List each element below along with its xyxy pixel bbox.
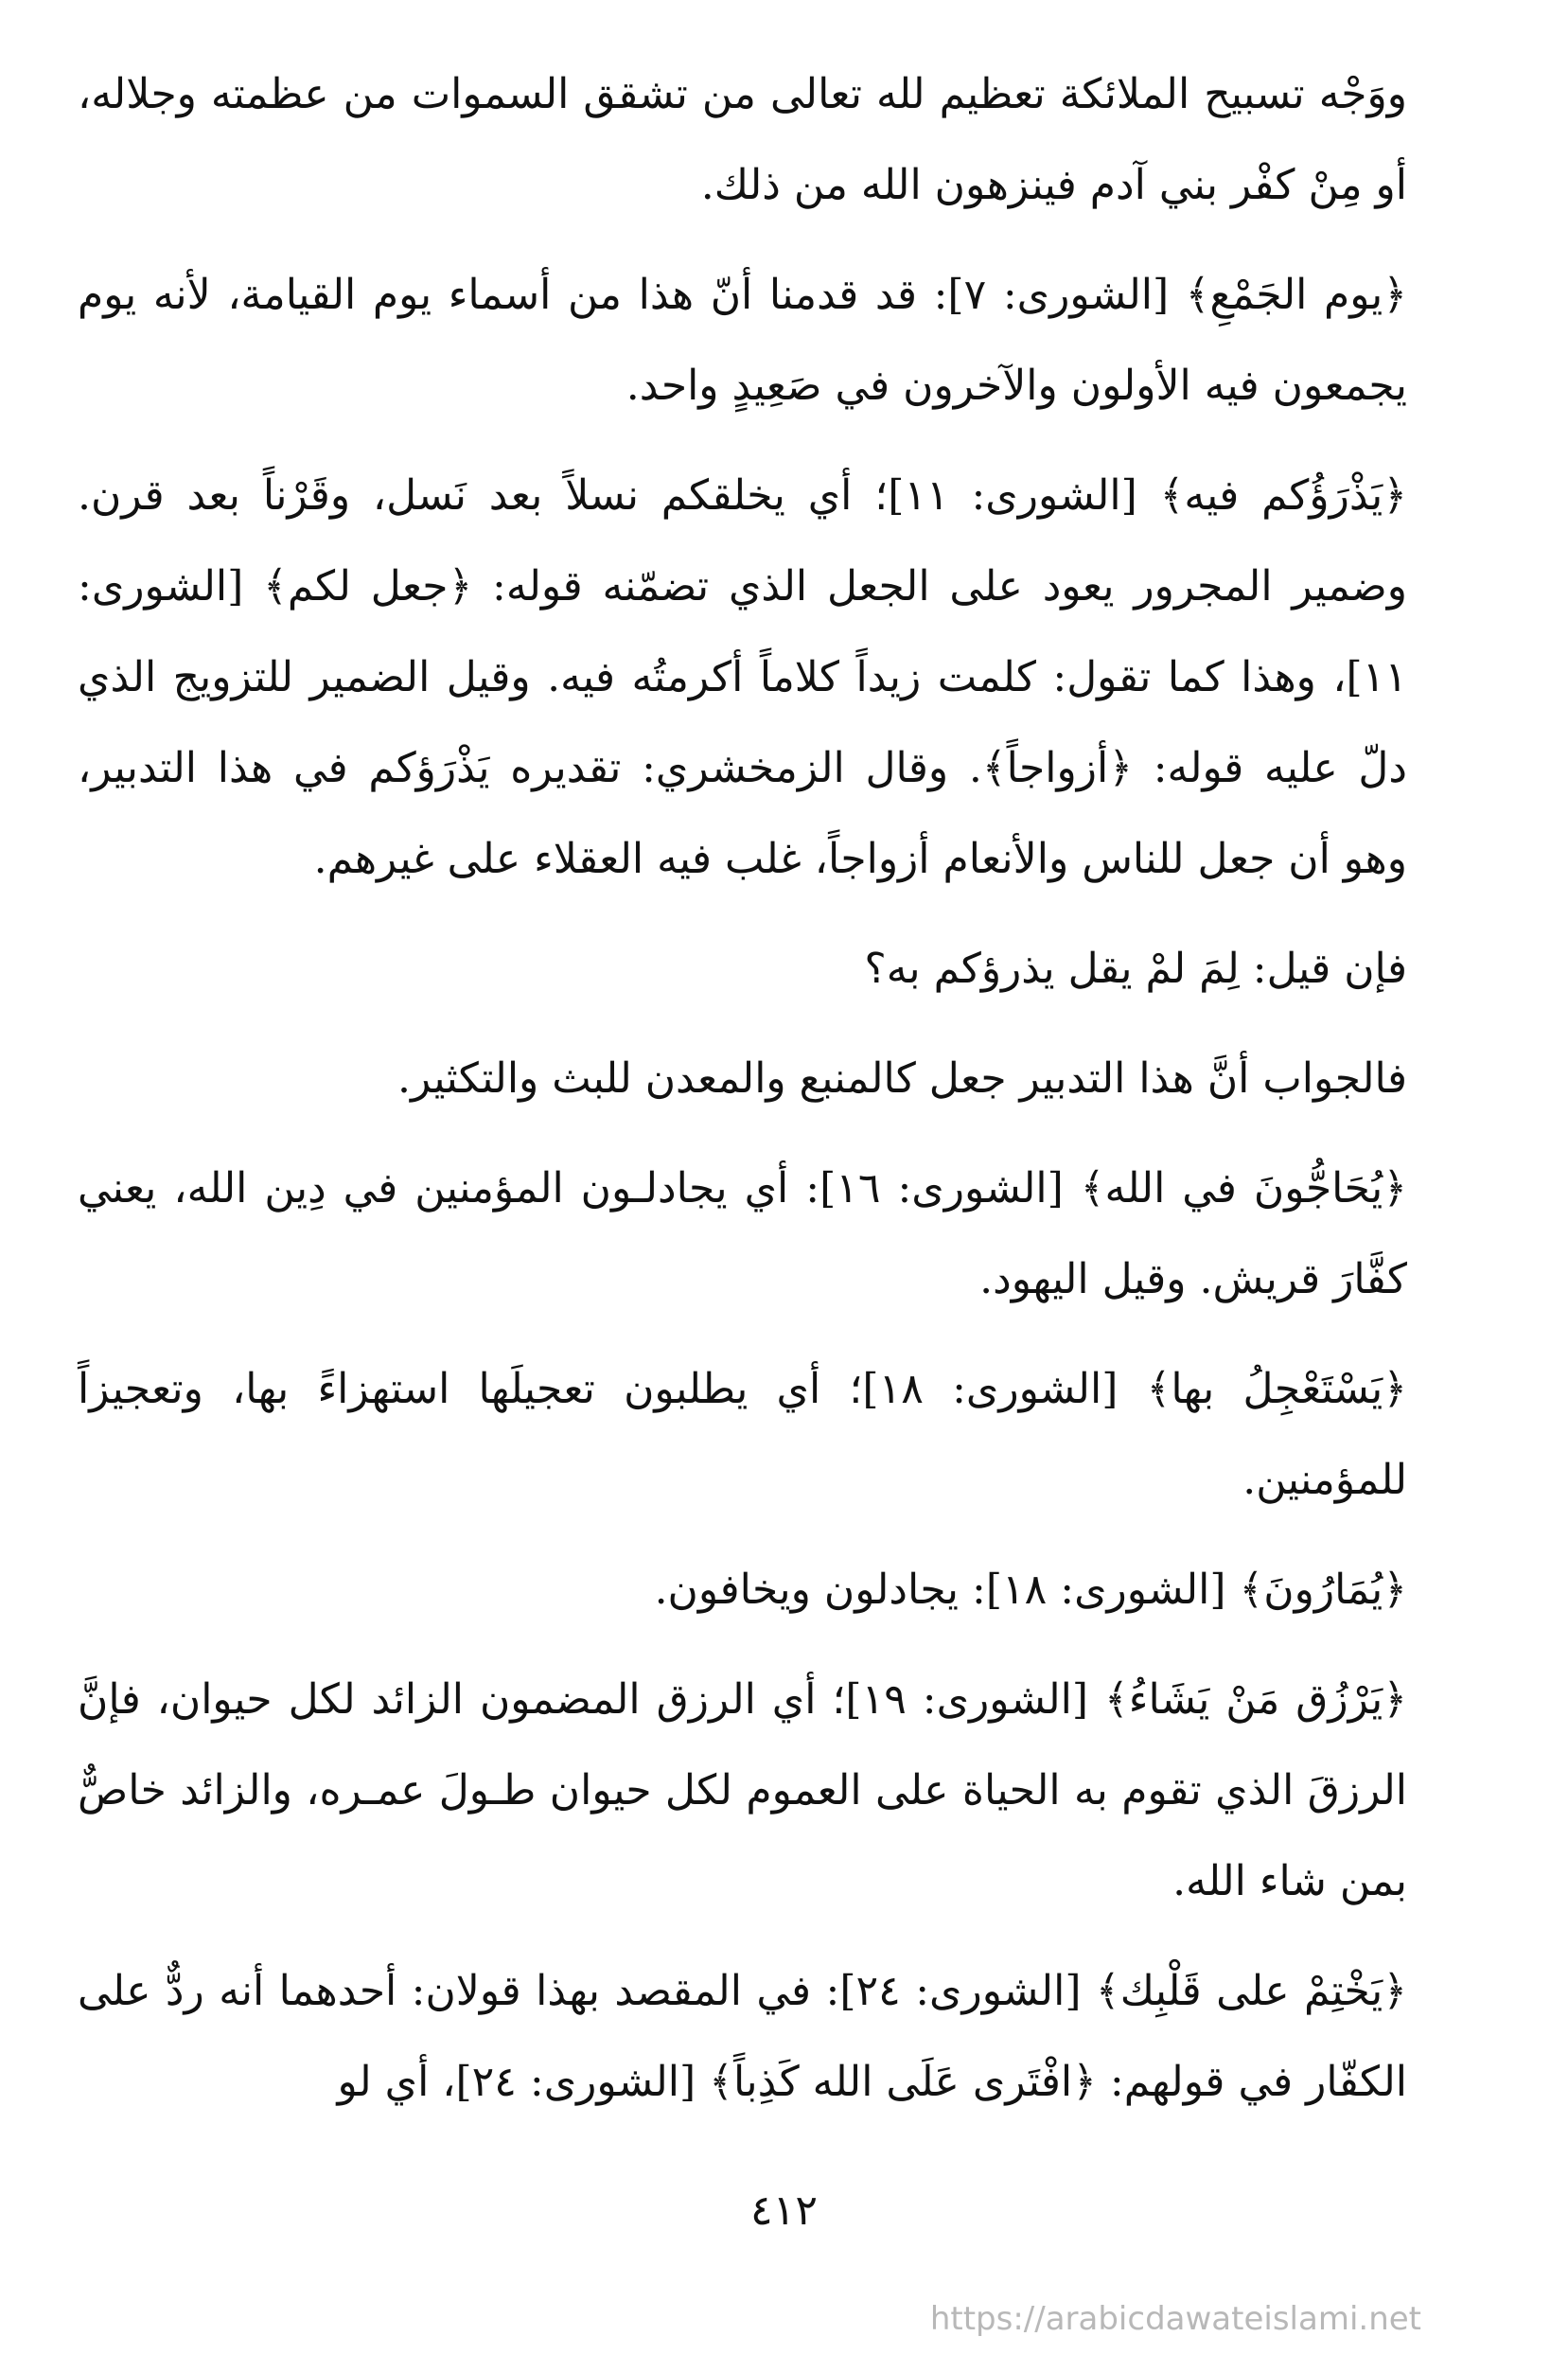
paragraph-1: ووَجْه تسبيح الملائكة تعظيم لله تعالى من تشقق السموات من عظمته وجلاله، أو مِنْ كفْر بني آدم فينزهون الله من ذلك. — [78, 70, 1407, 209]
watermark-url: https://arabicdawateislami.net — [929, 2300, 1421, 2338]
body-text — [78, 49, 1407, 2147]
paragraph-6: ﴿يُحَاجُّونَ في الله﴾ [الشورى: ١٦]: أي يجادلـون المؤمنين في دِين الله، يعني كفَّارَ قريش. وقيل اليهود. — [78, 1164, 1408, 1303]
paragraph-8: ﴿يُمَارُونَ﴾ [الشورى: ١٨]: يجادلون ويخافون. — [654, 1566, 1407, 1614]
paragraph-3: ﴿يَذْرَؤُكم فيه﴾ [الشورى: ١١]؛ أي يخلقكم نسلاً بعد نَسل، وقَرْناً بعد قرن. وضمير المجرور يعود على الجعل الذي تضمّنه قوله: ﴿جعل لكم﴾ [الشورى: ١١]، وهذا كما تقول: كلمت زيداً كلاماً أكرمتُه فيه. وقيل الضمير للتزويج الذي دلّ عليه قوله: ﴿أزواجاً﴾. وقال الزمخشري: تقديره يَذْرَؤكم في هذا التدبير، وهو أن جعل للناس والأنعام أزواجاً، غلب فيه العقلاء على غيرهم. — [78, 471, 1407, 883]
page-number: ٤١٢ — [750, 2186, 818, 2235]
paragraph-7: ﴿يَسْتَعْجِلُ بها﴾ [الشورى: ١٨]؛ أي يطلبون تعجيلَها استهزاءً بها، وتعجيزاً للمؤمنين. — [78, 1365, 1407, 1504]
paragraph-9: ﴿يَرْزُق مَنْ يَشَاءُ﴾ [الشورى: ١٩]؛ أي الرزق المضمون الزائد لكل حيوان، فإنَّ الرزقَ الذي تقوم به الحياة على العموم لكل حيوان طـولَ عمـره، والزائد خاصٌّ بمن شاء الله. — [78, 1675, 1407, 1905]
paragraph-2: ﴿يوم الجَمْعِ﴾ [الشورى: ٧]: قد قدمنا أنّ هذا من أسماء يوم القيامة، لأنه يوم يجمعون فيه الأولون والآخرون في صَعِيدٍ واحد. — [78, 271, 1407, 410]
paragraph-5: فالجواب أنَّ هذا التدبير جعل كالمنبع والمعدن للبث والتكثير. — [397, 1054, 1407, 1103]
paragraph-4: فإن قيل: لِمَ لمْ يقل يذرؤكم به؟ — [864, 945, 1407, 993]
paragraph-10: ﴿يَخْتِمْ على قَلْبِك﴾ [الشورى: ٢٤]: في المقصد بهذا قولان: أحدهما أنه ردٌّ على الكفّار في قولهم: ﴿افْتَرى عَلَى الله كَذِباً﴾ [الشورى: ٢٤]، أي لو — [78, 1967, 1407, 2106]
